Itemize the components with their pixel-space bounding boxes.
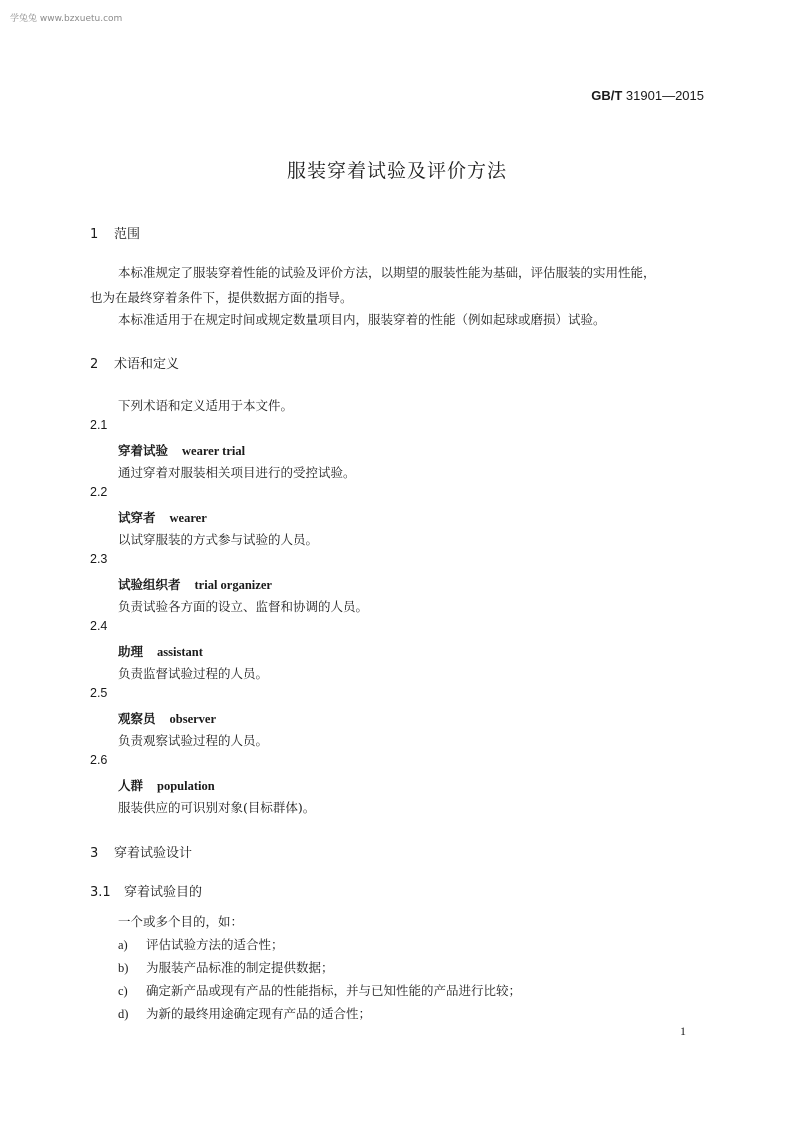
paragraph: 本标准适用于在规定时间或规定数量项目内，服装穿着的性能（例如起球或磨损）试验。 (118, 312, 606, 327)
standard-prefix: GB/T (591, 88, 623, 103)
term-en: wearer (169, 511, 207, 525)
section-title: 术语和定义 (114, 357, 180, 372)
term-definition: 负责监督试验过程的人员。 (118, 666, 269, 681)
section-number: 3 (90, 846, 99, 861)
term-en: observer (169, 712, 217, 726)
term-zh: 助理 (118, 644, 144, 659)
term-entry (118, 508, 207, 526)
paragraph: 也为在最终穿着条件下，提供数据方面的指导。 (90, 290, 353, 305)
paragraph: 一个或多个目的，如： (118, 914, 244, 929)
subsection-3-1-heading (90, 881, 202, 900)
term-number: 2.1 (90, 418, 108, 432)
list-label: c) (118, 984, 128, 998)
subsection-title: 穿着试验目的 (124, 885, 203, 900)
term-definition: 以试穿服装的方式参与试验的人员。 (118, 532, 319, 547)
standard-code: 31901—2015 (625, 88, 704, 103)
list-item (118, 935, 284, 953)
term-definition: 负责观察试验过程的人员。 (118, 733, 269, 748)
section-title: 穿着试验设计 (114, 846, 193, 861)
list-text: 为服装产品标准的制定提供数据； (146, 960, 334, 975)
list-item (118, 958, 334, 976)
section-2-heading (90, 353, 179, 372)
term-entry (118, 776, 215, 794)
term-entry (118, 642, 203, 660)
term-zh: 穿着试验 (118, 443, 169, 458)
term-en: wearer trial (182, 444, 246, 458)
list-text: 为新的最终用途确定现有产品的适合性； (146, 1006, 372, 1021)
term-en: assistant (157, 645, 203, 659)
list-label: d) (118, 1007, 129, 1021)
list-label: b) (118, 961, 129, 975)
standard-number (591, 88, 704, 103)
section-1-heading (90, 223, 140, 242)
document-title: 服装穿着试验及评价方法 (286, 160, 507, 182)
term-entry (118, 441, 245, 459)
term-number: 2.2 (90, 485, 108, 499)
subsection-number: 3.1 (90, 885, 111, 900)
term-definition: 通过穿着对服装相关项目进行的受控试验。 (118, 465, 356, 480)
term-number: 2.4 (90, 619, 108, 633)
term-definition: 负责试验各方面的设立、监督和协调的人员。 (118, 599, 369, 614)
term-entry (118, 709, 216, 727)
term-number: 2.3 (90, 552, 108, 566)
term-en: population (157, 779, 215, 793)
term-zh: 人群 (118, 778, 144, 793)
term-number: 2.5 (90, 686, 108, 700)
watermark: 学兔兔 www.bzxuetu.com (10, 14, 123, 24)
term-number: 2.6 (90, 753, 108, 767)
paragraph: 下列术语和定义适用于本文件。 (118, 398, 294, 413)
term-definition: 服装供应的可识别对象(目标群体)。 (118, 800, 316, 815)
page-number: 1 (680, 1024, 686, 1038)
list-item (118, 1004, 371, 1022)
term-zh: 试穿者 (118, 510, 156, 525)
paragraph: 本标准规定了服装穿着性能的试验及评价方法，以期望的服装性能为基础，评估服装的实用性能， (118, 265, 656, 280)
section-number: 2 (90, 357, 99, 372)
section-number: 1 (90, 227, 99, 242)
term-entry (118, 575, 272, 593)
list-text: 评估试验方法的适合性； (146, 937, 284, 952)
list-text: 确定新产品或现有产品的性能指标，并与已知性能的产品进行比较； (146, 983, 522, 998)
list-label: a) (118, 938, 128, 952)
term-zh: 试验组织者 (118, 577, 181, 592)
term-zh: 观察员 (118, 711, 156, 726)
section-title: 范围 (114, 227, 141, 242)
list-item (118, 981, 521, 999)
section-3-heading (90, 842, 192, 861)
term-en: trial organizer (194, 578, 272, 592)
